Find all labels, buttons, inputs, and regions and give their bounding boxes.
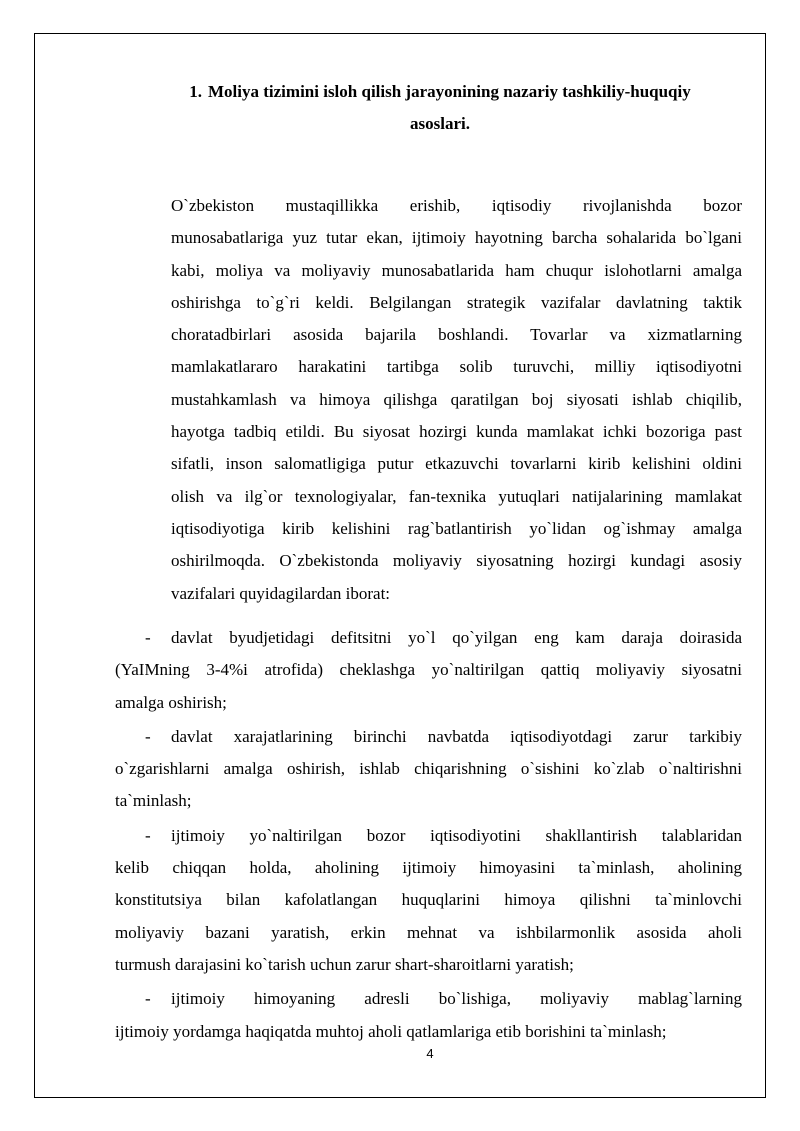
heading-text-1: Moliya tizimini isloh qilish jarayonining nazariy tashkiliy-huquqiy <box>208 82 691 101</box>
list-item-line: - davlat xarajatlarining birinchi navbatda iqtisodiyotdagi zarur tarkibiy <box>115 721 742 753</box>
list-item <box>115 721 742 818</box>
section-heading <box>140 76 740 140</box>
list-item-line: - davlat byudjetidagi defitsitni yo`l qo`yilgan eng kam daraja doirasida <box>115 622 742 654</box>
paragraph-line: iqtisodiyotiga kirib kelishini rag`batlantirish yo`lidan og`ishmay amalga <box>171 518 742 538</box>
paragraph-line: olish va ilg`or texnologiyalar, fan-texnika yutuqlari natijalarining mamlakat <box>171 486 742 506</box>
dash-marker: - <box>145 628 151 647</box>
bullet-list <box>115 622 742 1050</box>
dash-marker: - <box>145 825 151 845</box>
list-item-line: (YaIMning 3-4%i atrofida) cheklashga yo`naltirilgan qattiq moliyaviy siyosatni <box>115 660 742 680</box>
paragraph-line: vazifalari quyidagilardan iborat: <box>171 583 391 603</box>
list-item-line: kelib chiqqan holda, aholining ijtimoiy himoyasini ta`minlash, aholining <box>115 858 742 878</box>
dash-marker: - <box>145 989 151 1009</box>
page-number: 4 <box>426 1046 434 1061</box>
list-item-line: - ijtimoiy himoyaning adresli bo`lishiga, moliyaviy mablag`larning <box>115 983 742 1015</box>
heading-line-2: asoslari. <box>410 114 470 133</box>
list-item-line: o`zgarishlarni amalga oshirish, ishlab chiqarishning o`sishini ko`zlab o`naltirishni <box>115 759 742 779</box>
paragraph-line: mamlakatlararo harakatini tartibga solib turuvchi, milliy iqtisodiyotni <box>171 357 742 377</box>
paragraph-line: mustahkamlash va himoya qilishga qaratilgan boj siyosati ishlab chiqilib, <box>171 389 742 409</box>
intro-paragraph <box>115 190 742 610</box>
list-item <box>115 622 742 719</box>
paragraph-line: munosabatlariga yuz tutar ekan, ijtimoiy hayotning barcha sohalarida bo`lgani <box>171 228 742 248</box>
list-item-line: - ijtimoiy yo`naltirilgan bozor iqtisodiyotini shakllantirish talablaridan <box>115 820 742 852</box>
list-item-line: moliyaviy bazani yaratish, erkin mehnat va ishbilarmonlik asosida aholi <box>115 922 742 942</box>
list-item <box>115 983 742 1048</box>
paragraph-line: sifatli, inson salomatligiga putur etkazuvchi tovarlarni kirib kelishini oldini <box>171 454 742 474</box>
heading-line-1 <box>140 76 740 108</box>
list-item-line: amalga oshirish; <box>115 692 227 712</box>
dash-marker: - <box>145 726 151 746</box>
list-item <box>115 820 742 981</box>
list-item-line: konstitutsiya bilan kafolatlangan huquqlarini himoya qilishni ta`minlovchi <box>115 890 742 910</box>
list-item-line: ijtimoiy yordamga haqiqatda muhtoj aholi qatlamlariga etib borishini ta`minlash; <box>115 1021 667 1041</box>
heading-number: 1. <box>189 82 203 101</box>
list-item-line: turmush darajasini ko`tarish uchun zarur shart-sharoitlarni yaratish; <box>115 954 574 974</box>
paragraph-line: choratadbirlari asosida bajarila boshlandi. Tovarlar va xizmatlarning <box>171 325 742 345</box>
paragraph-line: kabi, moliya va moliyaviy munosabatlarida ham chuqur islohotlarni amalga <box>171 260 742 280</box>
paragraph-line: oshirishga to`g`ri keldi. Belgilangan strategik vazifalar davlatning taktik <box>171 292 742 312</box>
list-item-line: ta`minlash; <box>115 791 192 811</box>
paragraph-line: hayotga tadbiq etildi. Bu siyosat hozirgi kunda mamlakat ichki bozoriga past <box>171 422 742 442</box>
paragraph-line: oshirilmoqda. O`zbekistonda moliyaviy siyosatning hozirgi kundagi asosiy <box>171 551 742 571</box>
paragraph-line: O`zbekiston mustaqillikka erishib, iqtisodiy rivojlanishda bozor <box>171 196 742 215</box>
